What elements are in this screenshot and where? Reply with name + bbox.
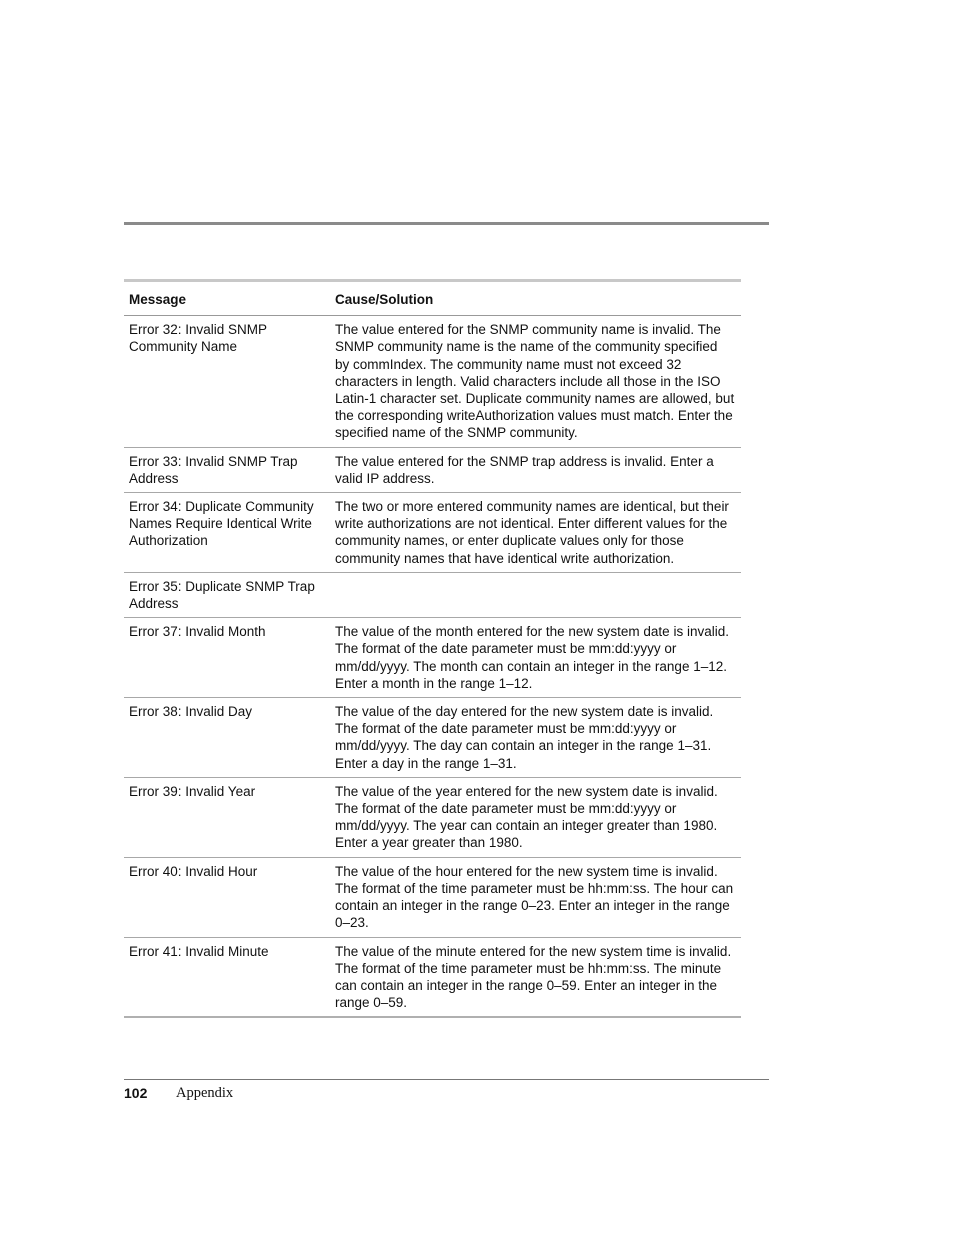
error-message-table <box>124 282 741 1016</box>
table-row <box>124 572 741 617</box>
cause-solution-cell: The value entered for the SNMP community name is invalid. The SNMP community name is the name of the community specified by commIndex. The community name must not exceed 32 characters in length. Valid characters include all those in the ISO Latin-1 character set. Duplicate community names are allowed, but the corresponding writeAuthorization values must match. Enter the specified name of the SNMP community. <box>335 322 735 441</box>
table-row <box>124 618 741 698</box>
cause-solution-cell: The value of the day entered for the new system date is invalid. The format of the date parameter must be mm:dd:yyyy or mm/dd/yyyy. The day can contain an integer in the range 1–31. Enter a day in the range 1–31. <box>335 704 714 771</box>
message-cell: Error 35: Duplicate SNMP Trap Address <box>129 578 315 612</box>
column-header-message: Message <box>129 292 187 307</box>
cause-solution-cell <box>329 572 741 617</box>
header-rule <box>124 222 769 225</box>
message-cell: Error 37: Invalid Month <box>129 624 266 640</box>
message-cell: Error 38: Invalid Day <box>129 704 253 720</box>
cause-solution-cell: The value entered for the SNMP trap address is invalid. Enter a valid IP address. <box>335 453 714 486</box>
table-row <box>124 777 741 857</box>
message-cell: Error 34: Duplicate Community Names Require Identical Write Authorization <box>129 499 314 549</box>
cause-solution-cell: The value of the minute entered for the new system time is invalid. The format of the time parameter must be hh:mm:ss. The minute can contain an integer in the range 0–59. Enter an integer in the range 0–59. <box>335 943 732 1011</box>
table-bottom-rule <box>124 1016 741 1018</box>
table-header-row <box>124 282 741 316</box>
column-header-cause-solution: Cause/Solution <box>335 292 434 307</box>
error-message-table-container <box>124 279 741 1018</box>
table-row <box>124 447 741 492</box>
table-row <box>124 857 741 937</box>
cause-solution-cell: The value of the month entered for the new system date is invalid. The format of the date parameter must be mm:dd:yyyy or mm/dd/yyyy. The month can contain an integer in the range 1–12. Enter a month in the range 1–12. <box>335 624 729 691</box>
table-row <box>124 493 741 573</box>
footer-rule <box>124 1079 769 1080</box>
message-cell: Error 32: Invalid SNMP Community Name <box>129 322 267 355</box>
table-row <box>124 937 741 1016</box>
table-row <box>124 316 741 447</box>
message-cell: Error 39: Invalid Year <box>129 783 256 799</box>
message-cell: Error 33: Invalid SNMP Trap Address <box>129 453 298 486</box>
cause-solution-cell: The two or more entered community names are identical, but their write authorizations are not identical. Enter different values for the community names, or enter duplicate values only for those community names that have identical write authorization. <box>335 499 729 566</box>
message-cell: Error 41: Invalid Minute <box>129 943 269 959</box>
footer-section-title: Appendix <box>176 1085 234 1101</box>
message-cell: Error 40: Invalid Hour <box>129 863 258 879</box>
cause-solution-cell: The value of the hour entered for the new system time is invalid. The format of the time parameter must be hh:mm:ss. The hour can contain an integer in the range 0–23. Enter an integer in the range 0–23. <box>335 863 734 931</box>
page-number: 102 <box>124 1085 148 1101</box>
table-row <box>124 698 741 778</box>
cause-solution-cell: The value of the year entered for the new system date is invalid. The format of the date parameter must be mm:dd:yyyy or mm/dd/yyyy. The year can contain an integer greater than 1980. Enter a year greater than 1980. <box>335 783 718 851</box>
